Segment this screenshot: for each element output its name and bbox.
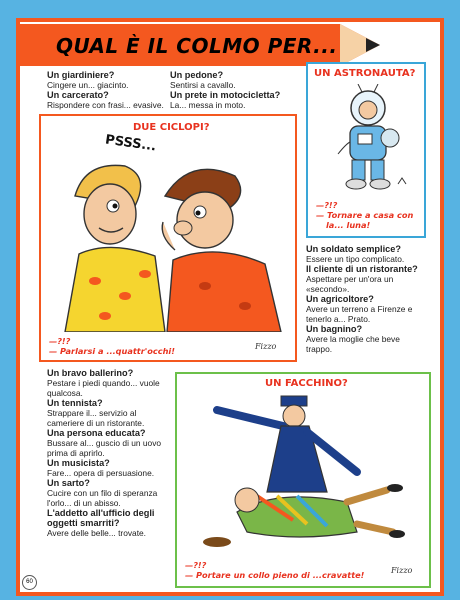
qa-question: Un soldato semplice? [306,244,401,254]
qa-answer: Strappare il... servizio al cameriere di un ristorante. [47,408,145,428]
qa-question: Un sarto? [47,478,90,488]
ciclopi-punchline [49,336,175,356]
facchino-punchline [185,560,364,580]
artist-signature: Fizzo [255,342,277,351]
punchline-line: — Parlarsi a ...quattr'occhi! [49,346,175,356]
astronaut-illustration-icon [328,84,408,194]
speech-text: PSSS... [104,132,158,155]
qa-answer: Sentirsi a cavallo. [170,80,236,90]
astronauta-box [306,62,426,238]
artist-signature: Fizzo [391,566,413,575]
qa-answer: Avere delle belle... trovate. [47,528,147,538]
facchino-box [175,372,431,588]
qa-answer: Aspettare per un'ora un «secondo». [306,274,394,294]
qa-question: Un bagnino? [306,324,363,334]
qa-answer: Cucire con un filo di speranza l'orlo... di un abisso. [47,488,158,508]
porter-illustration-icon [197,392,407,552]
qa-column-top-left [47,70,175,110]
astronauta-label: UN ASTRONAUTA? [314,68,416,79]
qa-answer: Fare... opera di persuasione. [47,468,155,478]
qa-answer: Rispondere con frasi... evasive. [47,100,164,110]
qa-question: Un giardiniere? [47,70,115,80]
punchline-line: la... luna! [326,220,371,230]
cyclopes-illustration-icon [55,156,287,332]
qa-answer: Avere la moglie che beve trappo. [306,334,400,354]
qa-question: Il cliente di un ristorante? [306,264,418,274]
astronauta-punchline [316,200,413,230]
qa-question: L'addetto all'ufficio degli oggetti smarriti? [47,508,155,528]
facchino-label: UN FACCHINO? [265,378,348,389]
qa-question: Un pedone? [170,70,224,80]
punchline-line: —?!? [316,200,338,210]
magazine-page [16,18,444,596]
qa-question: Un tennista? [47,398,103,408]
ciclopi-box [39,114,297,362]
qa-question: Un agricoltore? [306,294,374,304]
qa-answer: Avere un terreno a Firenze e tenerlo a... Prato. [306,304,413,324]
ciclopi-label: DUE CICLOPI? [133,122,210,133]
qa-column-top-middle [170,70,310,110]
qa-question: Un carcerato? [47,90,109,100]
qa-question: Una persona educata? [47,428,146,438]
page-number: 60 [22,575,37,590]
punchline-line: —?!? [185,560,207,570]
qa-answer: Bussare al... guscio di un uovo prima di aprirlo. [47,438,162,458]
punchline-line: —?!? [49,336,71,346]
punchline-line: — Portare un collo pieno di ...cravatte! [185,570,365,580]
page-title: QUAL È IL COLMO PER... [56,34,338,58]
qa-question: Un bravo ballerino? [47,368,134,378]
qa-answer: La... messa in moto. [170,100,246,110]
punchline-line: — Tornare a casa con [316,210,414,220]
qa-answer: Essere un tipo complicato. [306,254,405,264]
qa-column-bottom-left [47,368,175,538]
qa-question: Un prete in motocicletta? [170,90,281,100]
qa-answer: Pestare i piedi quando... vuole qualcosa. [47,378,160,398]
qa-answer: Cingere un... giacinto. [47,80,129,90]
qa-column-right [306,244,428,354]
qa-question: Un musicista? [47,458,110,468]
